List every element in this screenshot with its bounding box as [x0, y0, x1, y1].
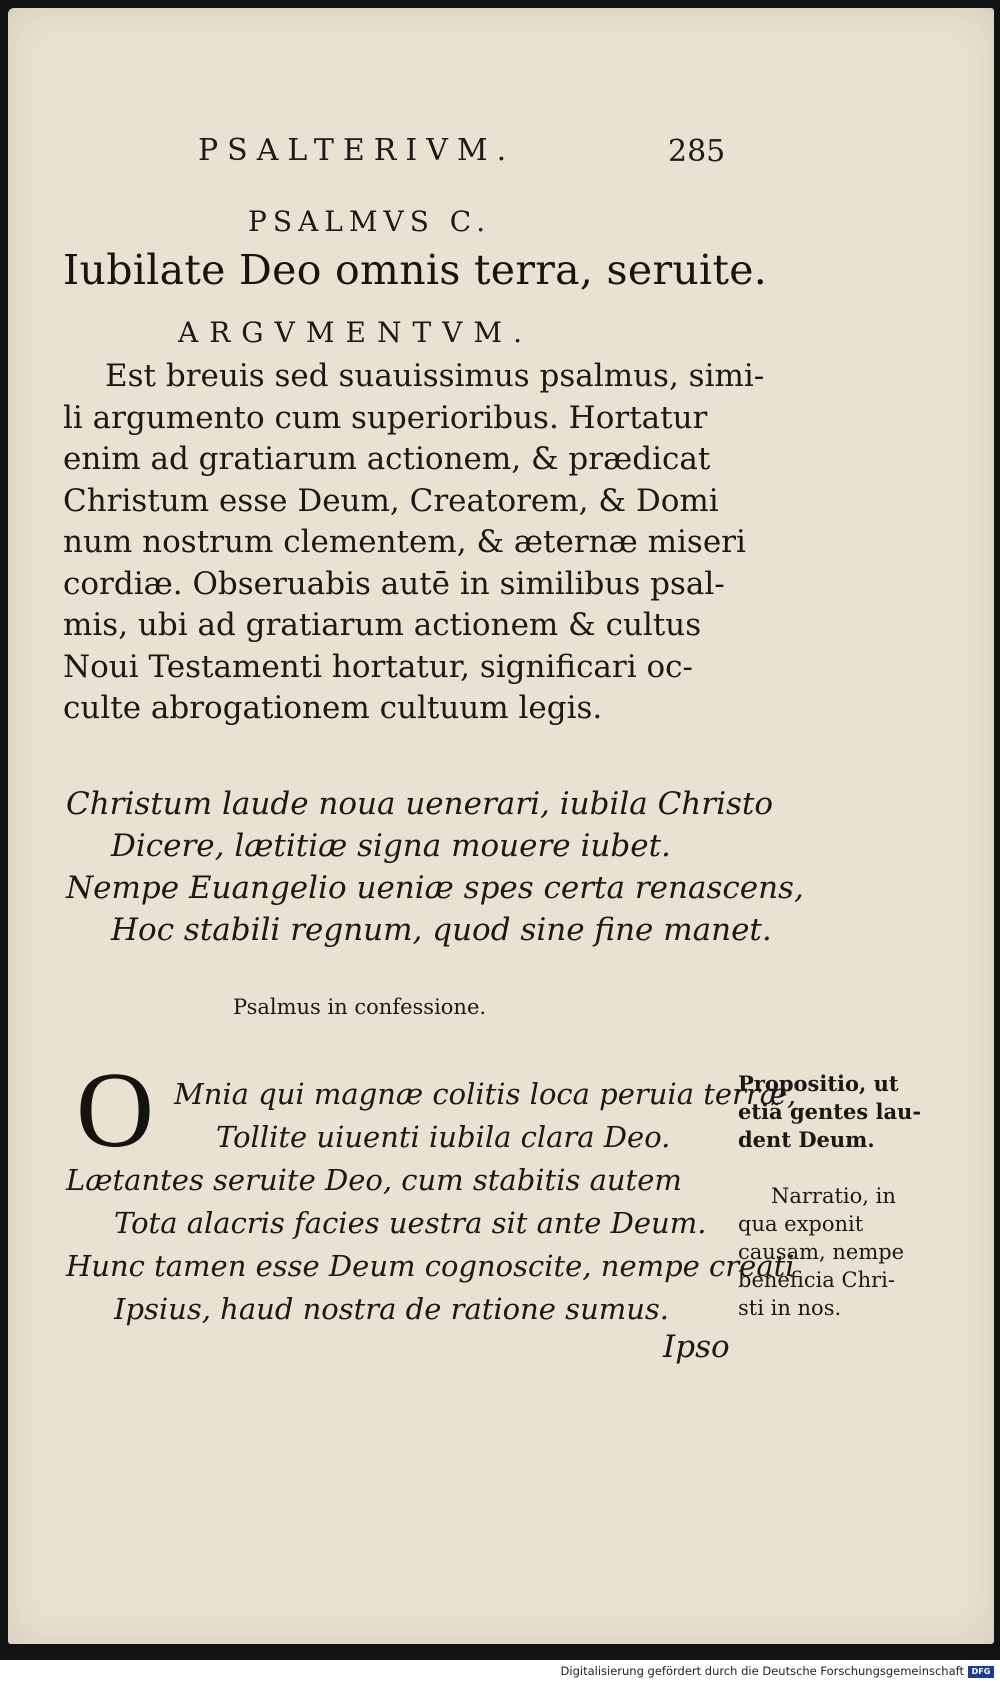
margin-note-line: etiã gentes lau- — [738, 1099, 922, 1124]
page-number: 285 — [668, 134, 726, 169]
poem-line: Hunc tamen esse Deum cognoscite, nempe creati — [66, 1249, 795, 1283]
drop-cap: O — [76, 1051, 154, 1170]
psalm-incipit: Iubilate Deo omnis terra, seruite. — [63, 246, 768, 294]
verse-line: Dicere, lætitiæ signa mouere iubet. — [111, 828, 671, 864]
margin-note-line: dent Deum. — [738, 1127, 875, 1152]
book-page — [8, 8, 994, 1644]
poem-line: Mnia qui magnæ colitis loca peruia terræ, — [174, 1077, 797, 1111]
catchword: Ipso — [663, 1329, 730, 1365]
verse-line: Christum laude noua uenerari, iubila Christo — [66, 786, 774, 822]
argument-line: enim ad gratiarum actionem, & prædicat — [63, 441, 711, 477]
poem-line: Ipsius, haud nostra de ratione sumus. — [114, 1292, 670, 1326]
poem-line: Tota alacris facies uestra sit ante Deum. — [114, 1206, 707, 1240]
margin-note-line: sti in nos. — [738, 1296, 842, 1320]
argument-line: Noui Testamenti hortatur, significari oc- — [63, 648, 694, 685]
argument-line: li argumento cum superioribus. Hortatur — [63, 399, 708, 436]
verse-line: Nempe Euangelio ueniæ spes certa renascens, — [66, 870, 804, 906]
psalm-poem — [66, 1073, 796, 1331]
psalm-number: PSALMVS C. — [248, 205, 492, 238]
margin-note-line: beneficia Chri- — [738, 1268, 895, 1292]
digitization-credit: Digitalisierung gefördert durch die Deutsche Forschungsgemeinschaft — [560, 1664, 964, 1678]
dfg-logo: DFG — [968, 1666, 994, 1678]
argument-line: Est breuis sed suauissimus psalmus, simi- — [105, 358, 765, 394]
argument-body — [63, 356, 765, 730]
margin-note-line: Propositio, ut — [738, 1071, 899, 1096]
argument-line: num nostrum clementem, & æternæ miseri — [63, 524, 746, 560]
section-heading: Psalmus in confessione. — [233, 995, 487, 1019]
margin-note-line: causam, nempe — [738, 1240, 905, 1264]
argument-heading: ARGVMENTVM. — [178, 316, 533, 349]
argument-line: Christum esse Deum, Creatorem, & Domi — [63, 482, 719, 519]
margin-note-line: Narratio, in — [771, 1184, 896, 1208]
margin-note-line: qua exponit — [738, 1212, 864, 1236]
verse-line: Hoc stabili regnum, quod sine fine manet. — [111, 912, 772, 948]
margin-note-propositio — [738, 1070, 938, 1154]
argument-line: cordiæ. Obseruabis autē in similibus psal- — [63, 565, 725, 602]
argument-line: mis, ubi ad gratiarum actionem & cultus — [63, 607, 702, 643]
summary-verse — [66, 783, 804, 951]
poem-line: Lætantes seruite Deo, cum stabitis autem — [66, 1163, 682, 1197]
argument-line: culte abrogationem cultuum legis. — [63, 690, 603, 726]
margin-note-narratio — [738, 1182, 938, 1322]
poem-line: Tollite uiuenti iubila clara Deo. — [216, 1120, 671, 1154]
running-title: PSALTERIVM. — [198, 133, 516, 168]
